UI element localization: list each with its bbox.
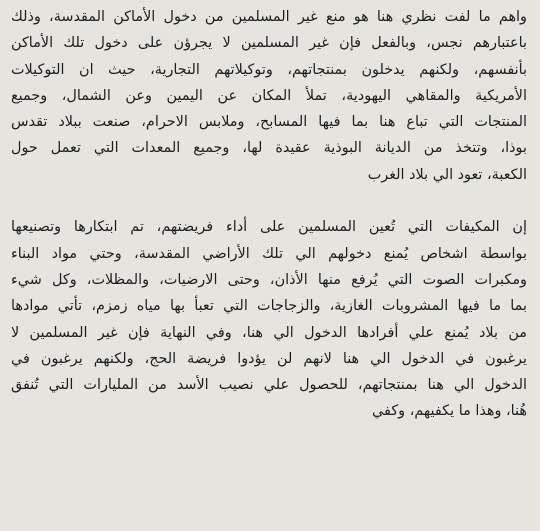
text-line: بأنفسهم، ولكنهم يدخلون بمنتجاتهم، وتوكيلاتهم التجارية، حيث ان التوكيلات bbox=[11, 61, 527, 78]
text-line: يرغبون في الدخول الي هنا لانهم لن يؤدوا فريضة الحج، ولكنهم يرغبون في bbox=[11, 350, 527, 367]
text-line: الأمريكية والمقاهي اليهودية، تملأ المكان عن اليمين وعن الشمال، وجميع bbox=[11, 87, 527, 104]
paragraph-1 bbox=[11, 4, 527, 188]
text-line: الكعبة، تعود الي بلاد الغرب bbox=[367, 166, 527, 183]
text-line: من بلاد يُمنع علي أفرادها الدخول الي هنا، وفي النهاية فإن غير المسلمين لا bbox=[11, 324, 527, 341]
paragraph-spacer bbox=[11, 188, 527, 214]
text-line: واهم ما لفت نظري هنا هو منع غير المسلمين من دخول الأماكن المقدسة، وذلك bbox=[11, 9, 527, 25]
text-line: إن المكيفات التي تُعين المسلمين على أداء فريضتهم، تم ابتكارها وتصنيعها bbox=[11, 219, 527, 236]
text-line: ومكبرات الصوت التي يُرفع منها الأذان، وحتى الارضيات، والمظلات، وكل شيء bbox=[11, 271, 527, 288]
text-line: بواسطة اشخاص يُمنع دخولهم الي تلك الأراضي المقدسة، وحتي مواد البناء bbox=[11, 245, 527, 262]
text-line: بما ما فيها المشروبات الغازية، والزجاجات التي تعبأ بها مياه زمزم، تأتي موادها bbox=[11, 298, 527, 315]
text-line: بوذا، وتتخذ من الديانة البوذية عقيدة لها، وجميع المعدات التي تعمل حول bbox=[11, 140, 527, 157]
paragraph-2 bbox=[11, 214, 527, 424]
text-line: باعتبارهم نجس، وبالفعل فإن غير المسلمين لا يجرؤن على دخول تلك الأماكن bbox=[11, 35, 527, 52]
text-line: المنتجات التي تباع هنا بما فيها المسابح، وملابس الاحرام، صنعت ببلاد تقدس bbox=[11, 114, 527, 131]
text-line: هُنا، وهذا ما يكفيهم، وكفي bbox=[372, 403, 527, 420]
text-line: الدخول الي هنا بمنتجاتهم، للحصول علي نصيب الأسد من المليارات التي تُنفق bbox=[11, 377, 527, 394]
